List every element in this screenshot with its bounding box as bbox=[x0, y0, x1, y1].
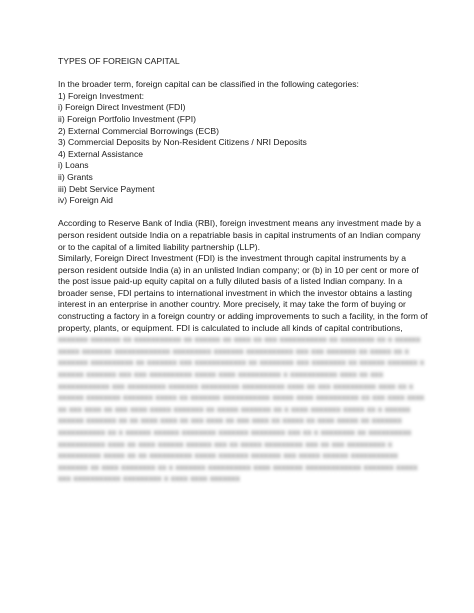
category-item: 4) External Assistance bbox=[58, 148, 144, 159]
category-item: iii) Debt Service Payment bbox=[58, 183, 155, 194]
rbi-definition-paragraph: According to Reserve Bank of India (RBI), foreign investment means any investment made by a person resident outside India on a repatriable basis in capital instruments of an Indian company or to the capital of a limited liability partnership (LLP). bbox=[58, 218, 422, 252]
category-item: iv) Foreign Aid bbox=[58, 195, 113, 206]
category-item: ii) Foreign Portfolio Investment (FPI) bbox=[58, 113, 197, 124]
fdi-definition-paragraph: Similarly, Foreign Direct Investment (FDI) is the investment through capital instruments by a person resident outside India (a) in an unlisted Indian company; or (b) in 10 per cent or more of the post issue paid-up equity capital on a fully diluted basis of a listed Indian company. In a broader sense, FDI pertains to international investment in which the investor obtains a lasting interest in an enterprise in another country. More precisely, it may take the form of buying or constructing a factory in a foreign country or adding improvements to such a facility, in the form of property, plants, or equipment. FDI is calculated to include all kinds of capital contributions, bbox=[58, 253, 428, 333]
blurred-continuation: xxxxxxx xxxxxxx xx xxxxxxxxxxx xx xxxxxx xx xxxx xx xxx xxxxxxxxxxx xx xxxxxxxx xx x xxxxxx xxxxx xxxxxxx xxxxxxxxxxxxx xxxxxxxxx xxxxxxx xxxxxxxxxxx xxx xxx xxxxxxx xx xxxxx xx x xxxxxxx xxxxxxxxxx xx xxxxxxx xxx xxxxxxxxxxxx xx xxxxxxxx xxx xxxxxxxx xx xxxxxx xxxxxxx x xxxxxx xxxxxxx xxx xxx xxxxxxxxxx xxxxx xxxx xxxxxxxxxx x xxxxxxxxxxx xxxx xx xxx xxxxxxxxxxxx xxx xxxxxxxxx xxxxxxx xxxxxxxxx xxxxxxxxxx xxxx xx xxx xxxxxxxxxx xxxx xx x xxxxxx xxxxxxxx xxxxxxx xxxxx xx xxxxxxx xxxxxxxxxxx xxxxx xxxx xxxxxxxxxx xx xxx xxxx xxxx xx xxx xxxx xx xxx xxxx xxxxx xxxxxxx xx xxxxx xxxxxxx xx x xxxx xxxxxxx xxxxx xx x xxxxxx xxxxxx xxxxxxx xx xx xxxx xxxx xx xxx xxxx xx xxx xxxx xx xxxxx xx xxxx xxxxx xx xxxxxxx xxxxxxxxxxx xx x xxxxxx xxxxxx xxxxxxxx xxxxxxx xxxxxxxx xxx xx x xxxxxxxx xx xxxxxxxxxx xxxxxxxxxxx xxxx xx xxxx xxxxxx xxxxxx xxx xx xxxxx xxxxxxxxx xxx xx xxx xxxxxxxxx x xxxxxxxxxx xxxxx xx xx xxxxxxxxxx xxxxx xxxxxxx xxxxxxx xxx xxxxx xxxxxx xxxxxxxxxxx xxxxxxx xx xxxx xxxxxxxx xx x xxxxxxx xxxxxxxxxx xxxx xxxxxxx xxxxxxxxxxxxx xxxxxxx xxxxx xxx xxxxxxxxxxx xxxxxxxxx x xxxx xxxx xxxxxxx bbox=[58, 334, 425, 484]
intro-paragraph: In the broader term, foreign capital can be classified in the following categories: bbox=[58, 79, 359, 90]
paragraph-spacer bbox=[58, 207, 430, 219]
category-item: 1) Foreign Investment: bbox=[58, 90, 144, 101]
category-list bbox=[58, 91, 430, 207]
category-item: i) Loans bbox=[58, 160, 89, 171]
document-page bbox=[58, 56, 430, 485]
category-item: 3) Commercial Deposits by Non-Resident Citizens / NRI Deposits bbox=[58, 137, 307, 148]
category-item: i) Foreign Direct Investment (FDI) bbox=[58, 102, 186, 113]
category-item: 2) External Commercial Borrowings (ECB) bbox=[58, 125, 219, 136]
category-item: ii) Grants bbox=[58, 171, 93, 182]
document-title: TYPES OF FOREIGN CAPITAL bbox=[58, 56, 180, 66]
